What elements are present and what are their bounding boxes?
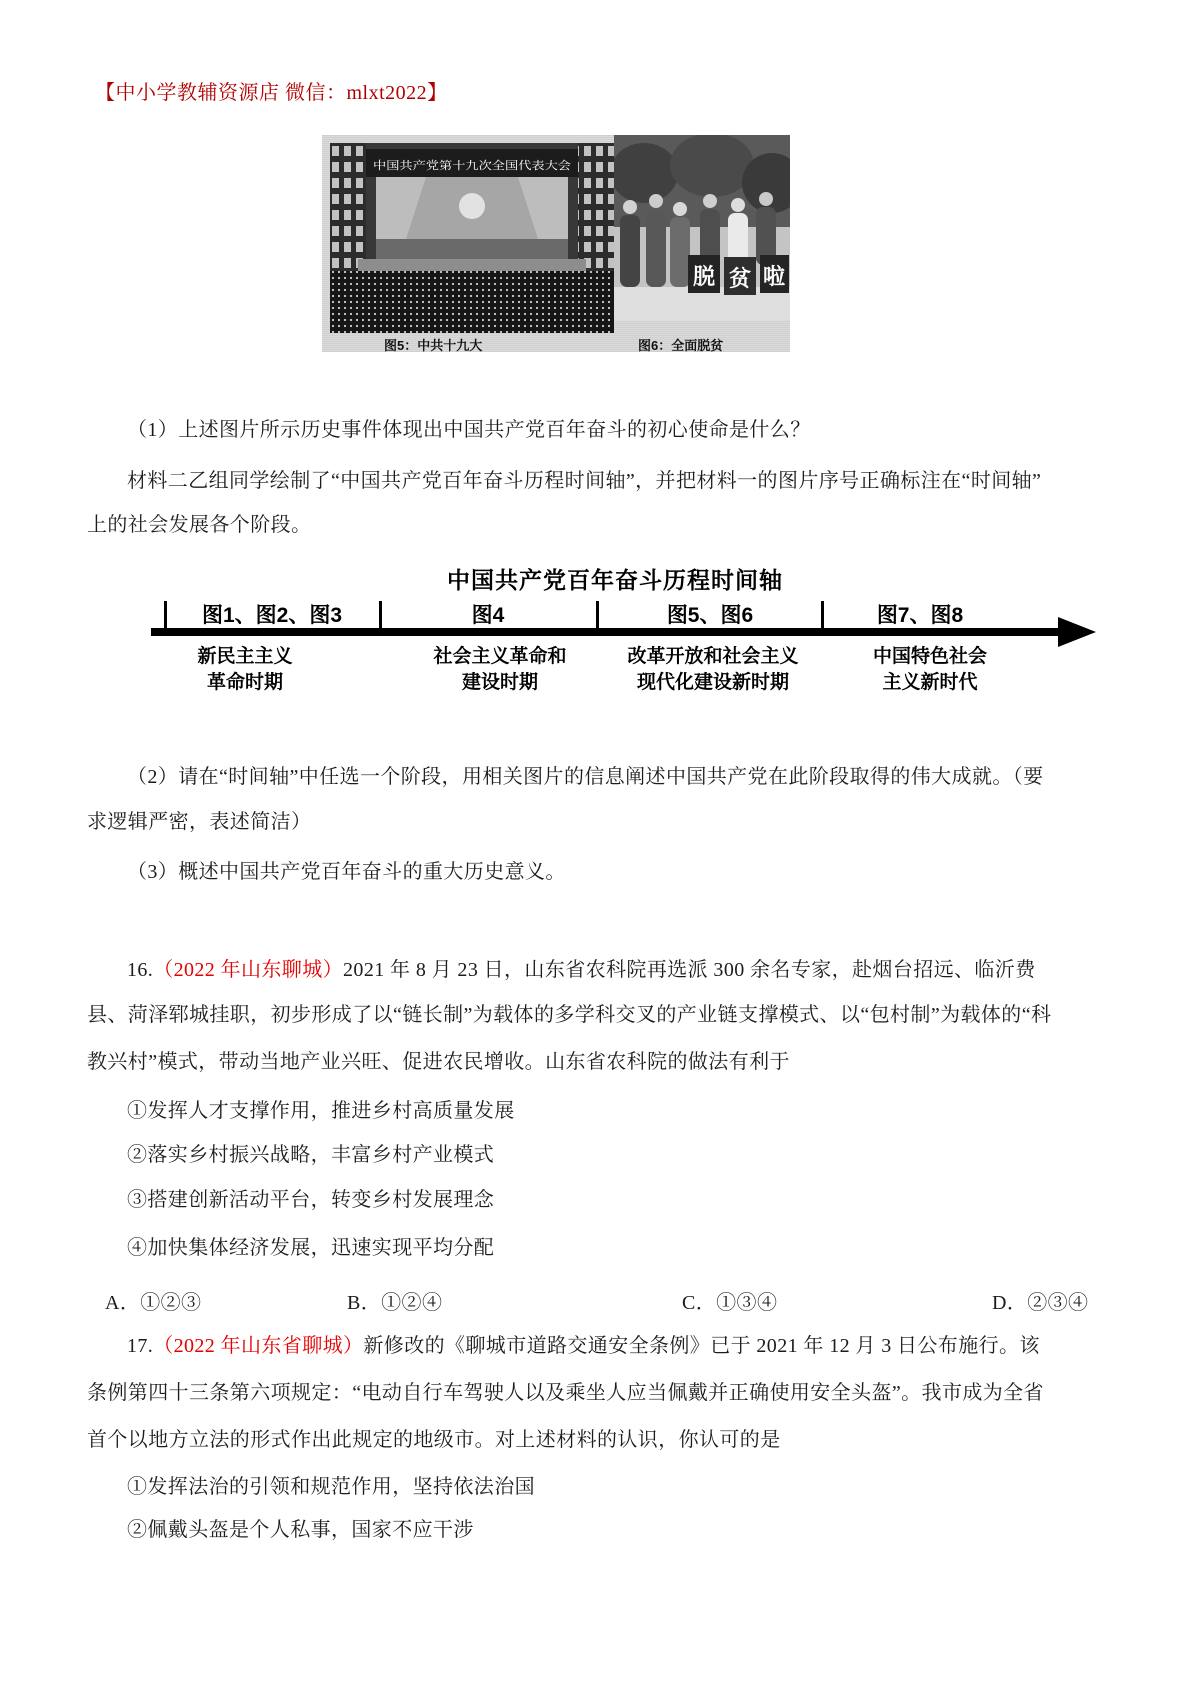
question-17-number: 17. [127, 1335, 154, 1357]
question-17-option-1: ①发挥法治的引领和规范作用，坚持依法治国 [127, 1476, 535, 1498]
period-1-line-1: 新民主主义 [197, 646, 293, 667]
congress-banner-text: 中国共产党第十九次全国代表大会 [373, 160, 538, 172]
photo-figure-block [322, 135, 790, 352]
choice-c: C．①③④ [682, 1292, 778, 1314]
question-16-option-4: ④加快集体经济发展，迅速实现平均分配 [127, 1237, 495, 1259]
question-17-line-1-rest: 新修改的《聊城市道路交通安全条例》已于 2021 年 12 月 3 日公布施行。该 [363, 1335, 1040, 1357]
question-16-line-1 [127, 956, 1036, 984]
period-3-line-2: 现代化建设新时期 [636, 672, 789, 693]
timeline-tick-1 [164, 601, 167, 631]
question-17-line-3: 首个以地方立法的形式作出此规定的地级市。对上述材料的认识，你认可的是 [87, 1429, 781, 1451]
sign-char-3: 啦 [762, 264, 786, 289]
question-16-line-3: 教兴村”模式，带动当地产业兴旺、促进农民增收。山东省农科院的做法有利于 [87, 1051, 790, 1073]
choice-a: A．①②③ [105, 1292, 202, 1314]
timeline-tick-2 [379, 601, 382, 631]
question-17-line-2: 条例第四十三条第六项规定：“电动自行车驾驶人以及乘坐人应当佩戴并正确使用安全头盔”。我市成为全省 [87, 1382, 1044, 1404]
sign-char-2: 贫 [728, 266, 752, 291]
photo-cpc-19th-congress [330, 143, 614, 333]
choice-d: D．②③④ [992, 1292, 1089, 1314]
timeline-title: 中国共产党百年奋斗历程时间轴 [447, 567, 783, 593]
period-2-line-2: 建设时期 [461, 672, 538, 693]
question-1-text: （1）上述图片所示历史事件体现出中国共产党百年奋斗的初心使命是什么？ [127, 419, 811, 441]
question-16-number: 16. [127, 959, 154, 981]
timeline-arrow-icon [1058, 617, 1096, 647]
choice-b: B．①②④ [347, 1292, 443, 1314]
timeline-figs-stage-4: 图7、图8 [876, 604, 964, 627]
question-16-option-2: ②落实乡村振兴战略，丰富乡村产业模式 [127, 1144, 495, 1166]
question-17-source-tag: （2022 年山东省聊城） [153, 1335, 364, 1357]
question-16-source-tag: （2022 年山东聊城） [153, 959, 344, 981]
caption-fig5: 图5：中共十九大 [384, 338, 483, 353]
caption-fig6: 图6：全面脱贫 [638, 338, 724, 353]
material-2-intro-line-2: 上的社会发展各个阶段。 [87, 514, 312, 536]
party-emblem-icon [459, 193, 485, 219]
timeline-tick-4 [821, 601, 824, 631]
question-17-option-2: ②佩戴头盔是个人私事，国家不应干涉 [127, 1519, 474, 1541]
question-17-line-1 [127, 1332, 1040, 1360]
timeline-figs-stage-3: 图5、图6 [666, 604, 754, 627]
question-2-line-1: （2）请在“时间轴”中任选一个阶段，用相关图片的信息阐述中国共产党在此阶段取得的伟大成就。（要 [127, 766, 1044, 788]
material-2-intro-line-1: 材料二乙组同学绘制了“中国共产党百年奋斗历程时间轴”，并把材料一的图片序号正确标注在“时间轴” [127, 470, 1042, 492]
timeline-period-4 [790, 644, 1070, 696]
question-2-line-2: 求逻辑严密，表述简洁） [87, 811, 312, 833]
period-3-line-1: 改革开放和社会主义 [627, 646, 799, 667]
period-2-line-1: 社会主义革命和 [433, 646, 567, 667]
timeline-figs-stage-1: 图1、图2、图3 [201, 604, 343, 627]
store-watermark: 【中小学教辅资源店 微信：mlxt2022】 [95, 82, 448, 104]
period-1-line-2: 革命时期 [206, 672, 283, 693]
question-16-line-2: 县、菏泽郓城挂职，初步形成了以“链长制”为载体的多学科交叉的产业链支撑模式、以“包村制”为载体的“科 [87, 1004, 1052, 1026]
question-3-text: （3）概述中国共产党百年奋斗的重大历史意义。 [127, 861, 566, 883]
period-4-line-1: 中国特色社会 [872, 646, 987, 667]
photo-poverty-alleviation [614, 135, 790, 321]
timeline-tick-3 [596, 601, 599, 631]
question-16-line-1-rest: 2021 年 8 月 23 日，山东省农科院再选派 300 余名专家，赴烟台招远、临沂费 [343, 959, 1036, 981]
question-16-option-3: ③搭建创新活动平台，转变乡村发展理念 [127, 1189, 495, 1211]
audience-area [330, 271, 614, 333]
tuopin-signs [688, 255, 789, 295]
timeline-axis [151, 628, 1062, 636]
question-16-option-1: ①发挥人才支撑作用，推进乡村高质量发展 [127, 1100, 515, 1122]
period-4-line-2: 主义新时代 [882, 672, 978, 693]
sign-char-1: 脱 [692, 264, 716, 289]
timeline-period-1 [105, 644, 385, 696]
timeline-figs-stage-2: 图4 [471, 604, 505, 627]
